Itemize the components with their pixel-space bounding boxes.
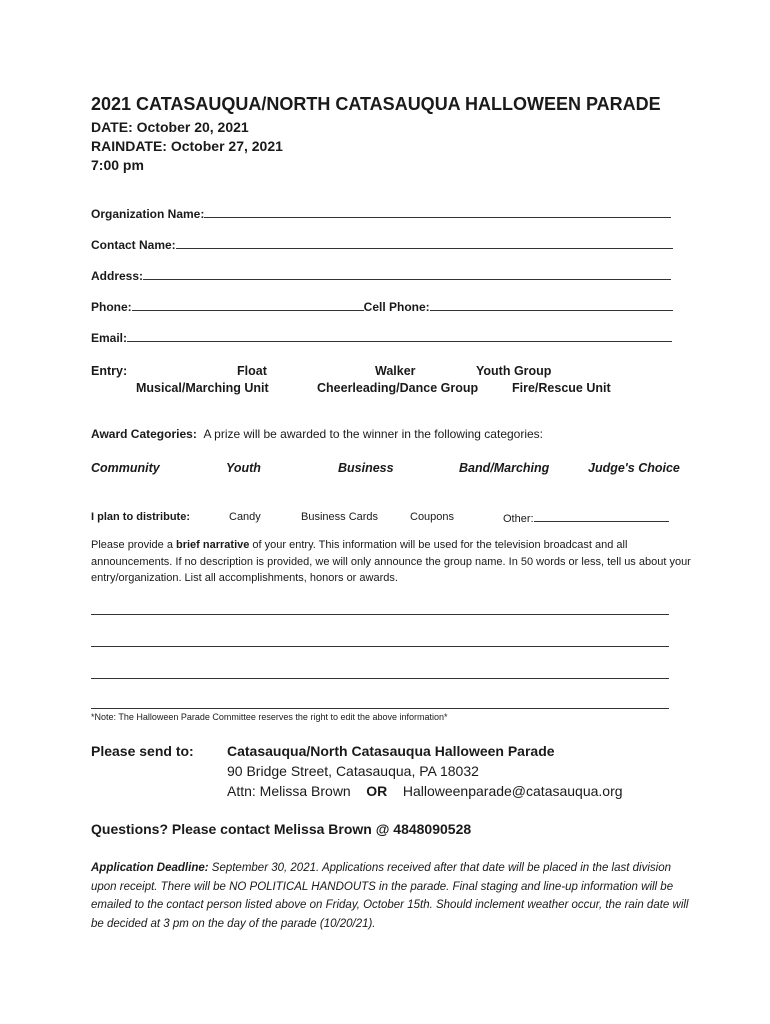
- narrative-line-4[interactable]: [91, 708, 669, 709]
- address-label: Address:: [91, 269, 144, 283]
- entry-option-fire-rescue[interactable]: Fire/Rescue Unit: [512, 381, 611, 395]
- narrative-line-2[interactable]: [91, 646, 669, 647]
- organization-field: [91, 206, 671, 221]
- award-categories-label: Award Categories:: [91, 427, 197, 441]
- entry-option-youth-group[interactable]: Youth Group: [476, 364, 552, 378]
- distribute-other-input-line[interactable]: [534, 511, 669, 522]
- award-categories-text: A prize will be awarded to the winner in the following categories:: [203, 427, 544, 441]
- category-band-marching: Band/Marching: [459, 461, 550, 475]
- entry-option-musical-marching[interactable]: Musical/Marching Unit: [136, 381, 269, 395]
- distribute-option-business-cards[interactable]: Business Cards: [301, 511, 379, 523]
- phone-input-line[interactable]: [132, 299, 364, 311]
- distribute-option-other[interactable]: [503, 511, 669, 525]
- cell-phone-label: Cell Phone:: [363, 300, 430, 314]
- narrative-pre: Please provide a: [91, 539, 176, 551]
- narrative-line-3[interactable]: [91, 678, 669, 679]
- send-street: 90 Bridge Street, Catasauqua, PA 18032: [227, 763, 479, 779]
- event-time: 7:00 pm: [91, 157, 144, 173]
- phone-label: Phone:: [91, 300, 132, 314]
- phone-field: [91, 299, 673, 314]
- distribute-label: I plan to distribute:: [91, 511, 190, 523]
- category-business: Business: [338, 461, 394, 475]
- award-categories-line: [91, 427, 543, 441]
- deadline-text: September 30, 2021. Applications received after that date will be placed in the last division upon receipt. There will be NO POLITICAL HANDOUTS in the parade. Final staging and line-up information will be emailed to the contact person listed above on Friday, October 15th. Should inclement weather occur, the rain date will be decided at 3 pm on the day of the parade (10/20/21).: [91, 862, 689, 930]
- application-deadline: [91, 859, 691, 933]
- questions-contact: Questions? Please contact Melissa Brown @ 4848090528: [91, 821, 472, 837]
- deadline-label: Application Deadline:: [91, 862, 209, 874]
- rain-date: RAINDATE: October 27, 2021: [91, 138, 283, 154]
- entry-option-float[interactable]: Float: [237, 364, 267, 378]
- narrative-post: of your entry. This information will be used for the television broadcast and all announcements. If no description is provided, we will only announce the group name. In 50 words or less, tell us about your entry/organization. List all accomplishments, honors or awards.: [91, 539, 691, 584]
- contact-input-line[interactable]: [176, 237, 673, 249]
- send-email-link[interactable]: Halloweenparade@catasauqua.org: [402, 783, 623, 799]
- send-attn: Attn: Melissa Brown: [227, 783, 351, 799]
- event-date: DATE: October 20, 2021: [91, 119, 249, 135]
- email-input-line[interactable]: [127, 330, 672, 342]
- address-input-line[interactable]: [143, 268, 671, 280]
- entry-label: Entry:: [91, 364, 128, 378]
- distribute-other-label: Other:: [503, 513, 534, 525]
- email-field: [91, 330, 672, 345]
- narrative-instructions: [91, 537, 691, 587]
- narrative-line-1[interactable]: [91, 614, 669, 615]
- address-field: [91, 268, 671, 283]
- send-or: OR: [366, 783, 388, 799]
- narrative-bold: brief narrative: [176, 539, 250, 551]
- organization-input-line[interactable]: [204, 206, 671, 218]
- category-youth: Youth: [226, 461, 261, 475]
- category-community: Community: [91, 461, 160, 475]
- send-attn-line: [227, 783, 623, 799]
- contact-label: Contact Name:: [91, 238, 176, 252]
- organization-label: Organization Name:: [91, 207, 205, 221]
- entry-option-cheerleading-dance[interactable]: Cheerleading/Dance Group: [317, 381, 479, 395]
- form-title: 2021 CATASAUQUA/NORTH CATASAUQUA HALLOWEEN PARADE: [91, 94, 661, 114]
- edit-note: *Note: The Halloween Parade Committee reserves the right to edit the above information*: [91, 712, 448, 722]
- email-label: Email:: [91, 331, 128, 345]
- send-org: Catasauqua/North Catasauqua Halloween Parade: [227, 743, 555, 759]
- distribute-option-coupons[interactable]: Coupons: [410, 511, 455, 523]
- category-judges-choice: Judge's Choice: [588, 461, 680, 475]
- entry-option-walker[interactable]: Walker: [375, 364, 416, 378]
- cell-phone-input-line[interactable]: [430, 299, 673, 311]
- distribute-option-candy[interactable]: Candy: [229, 511, 261, 523]
- contact-field: [91, 237, 673, 252]
- send-to-label: Please send to:: [91, 743, 194, 759]
